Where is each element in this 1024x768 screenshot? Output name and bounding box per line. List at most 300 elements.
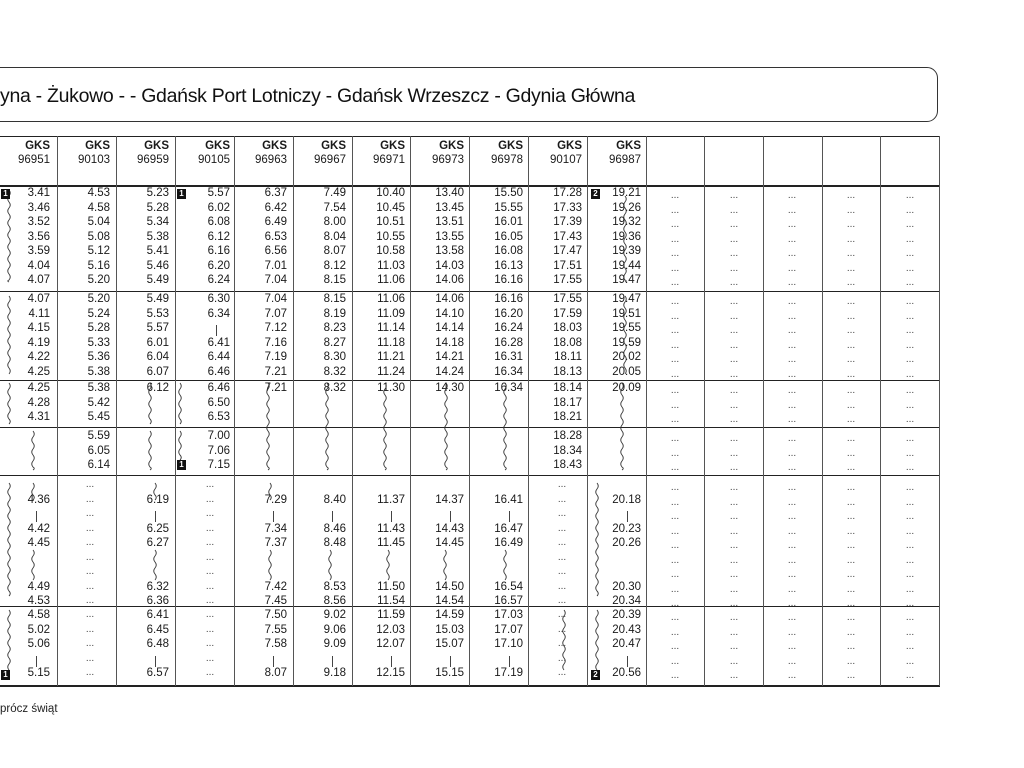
departure-time: 5.15 — [27, 667, 50, 679]
departure-time: 16.13 — [494, 259, 523, 272]
empty-column-dots: ... — [670, 569, 680, 580]
departure-time: 8.12 — [323, 259, 346, 272]
departure-time: 11.09 — [377, 307, 405, 320]
empty-column-dots: ... — [905, 569, 915, 580]
departure-time: 14.24 — [435, 365, 464, 378]
no-service-dots: ... — [85, 479, 95, 490]
departure-time: 5.23 — [146, 187, 169, 199]
empty-column-dots: ... — [787, 219, 797, 230]
no-service-dots: ... — [85, 551, 95, 563]
empty-column-dots: ... — [729, 248, 739, 259]
departure-time: 5.08 — [87, 230, 110, 243]
pass-through-mark — [155, 511, 156, 522]
empty-column-dots: ... — [846, 262, 856, 274]
departure-time: 20.47 — [612, 638, 641, 650]
departure-time: 6.41 — [146, 609, 169, 621]
empty-column-dots: ... — [729, 296, 739, 307]
empty-column-dots: ... — [729, 583, 739, 595]
note-badge: 1 — [1, 189, 10, 199]
no-service-dots: ... — [85, 537, 95, 548]
departure-time: 7.07 — [264, 307, 287, 320]
departure-time: 6.08 — [207, 216, 230, 228]
pass-through-mark — [273, 511, 274, 522]
departure-time: 13.40 — [435, 187, 464, 199]
departure-time: 12.03 — [376, 623, 405, 636]
no-service-dots: ... — [557, 652, 567, 664]
departure-time: 14.54 — [435, 595, 464, 607]
departure-time: 7.49 — [323, 187, 346, 199]
train-header — [591, 139, 641, 167]
departure-time: 20.43 — [612, 623, 641, 636]
departure-time: 9.09 — [323, 638, 346, 650]
departure-time: 7.54 — [323, 201, 346, 214]
column-divider — [469, 136, 470, 686]
departure-time: 18.21 — [553, 411, 582, 423]
empty-column-dots: ... — [787, 204, 797, 216]
empty-column-dots: ... — [670, 277, 680, 288]
empty-column-dots: ... — [787, 670, 797, 681]
empty-column-dots: ... — [905, 598, 915, 609]
empty-column-dots: ... — [670, 233, 680, 245]
empty-column-dots: ... — [905, 496, 915, 508]
empty-column-dots: ... — [787, 598, 797, 609]
empty-column-dots: ... — [846, 354, 856, 365]
departure-time: 8.15 — [323, 274, 346, 286]
no-service-dots: ... — [85, 667, 95, 678]
departure-time: 4.31 — [27, 411, 50, 423]
departure-time: 14.18 — [435, 336, 464, 349]
departure-time: 5.38 — [146, 230, 169, 243]
train-number: 90107 — [550, 154, 582, 166]
empty-column-dots: ... — [729, 190, 739, 201]
train-header — [296, 139, 346, 167]
no-service-dots: ... — [85, 638, 95, 649]
empty-column-dots: ... — [787, 325, 797, 336]
no-service-dots: ... — [557, 551, 567, 563]
departure-time: 19.44 — [612, 259, 641, 272]
empty-column-dots: ... — [905, 511, 915, 522]
empty-column-dots: ... — [846, 496, 856, 508]
no-service-dots: ... — [205, 623, 215, 635]
departure-time: 8.04 — [323, 230, 346, 243]
empty-column-dots: ... — [905, 655, 915, 667]
departure-time: 6.46 — [207, 365, 230, 378]
departure-time: 20.18 — [612, 493, 641, 506]
no-service-dots: ... — [205, 508, 215, 519]
empty-column-dots: ... — [670, 641, 680, 652]
departure-time: 15.03 — [435, 623, 464, 636]
note-badge: 1 — [177, 189, 186, 199]
column-divider — [293, 136, 294, 686]
no-service-dots: ... — [85, 508, 95, 519]
departure-time: 6.32 — [146, 580, 169, 593]
departure-time: 16.41 — [494, 493, 523, 506]
departure-time: 7.00 — [207, 430, 230, 442]
departure-time: 5.16 — [87, 259, 110, 272]
no-service-dots: ... — [85, 595, 95, 606]
empty-column-dots: ... — [787, 496, 797, 508]
empty-column-dots: ... — [729, 554, 739, 566]
departure-time: 6.24 — [207, 274, 230, 286]
departure-time: 14.10 — [435, 307, 464, 320]
empty-column-dots: ... — [729, 233, 739, 245]
pass-through-mark — [391, 511, 392, 522]
departure-time: 16.57 — [494, 595, 523, 607]
empty-column-dots: ... — [729, 612, 739, 623]
train-number: 96951 — [18, 154, 50, 166]
departure-time: 7.06 — [207, 444, 230, 457]
departure-time: 13.45 — [435, 201, 464, 214]
departure-time: 8.15 — [323, 293, 346, 305]
departure-time: 18.11 — [554, 351, 582, 363]
departure-time: 8.53 — [323, 580, 346, 593]
departure-time: 5.41 — [146, 245, 169, 257]
empty-column-dots: ... — [905, 399, 915, 411]
empty-column-dots: ... — [670, 447, 680, 459]
departure-time: 17.47 — [553, 245, 582, 257]
empty-column-dots: ... — [787, 433, 797, 444]
column-divider — [587, 136, 588, 686]
departure-time: 4.25 — [27, 382, 50, 394]
empty-column-dots: ... — [846, 339, 856, 351]
departure-time: 6.49 — [264, 216, 287, 228]
empty-column-dots: ... — [846, 190, 856, 201]
departure-time: 5.45 — [87, 411, 110, 423]
empty-column-dots: ... — [670, 296, 680, 307]
departure-time: 9.06 — [323, 623, 346, 636]
departure-time: 11.06 — [377, 293, 405, 305]
departure-time: 19.55 — [612, 322, 641, 334]
departure-time: 4.45 — [27, 537, 50, 549]
empty-column-dots: ... — [846, 368, 856, 380]
empty-column-dots: ... — [670, 583, 680, 595]
departure-time: 17.43 — [553, 230, 582, 243]
departure-time: 7.55 — [264, 623, 287, 636]
empty-column-dots: ... — [846, 641, 856, 652]
departure-time: 8.32 — [323, 365, 346, 378]
departure-time: 18.14 — [553, 382, 582, 394]
carrier-code: GKS — [25, 140, 50, 152]
departure-time: 15.50 — [494, 187, 523, 199]
empty-column-dots: ... — [729, 204, 739, 216]
column-divider — [880, 136, 881, 686]
empty-column-dots: ... — [729, 525, 739, 537]
empty-column-dots: ... — [905, 641, 915, 652]
train-number: 96971 — [373, 154, 405, 166]
empty-column-dots: ... — [905, 525, 915, 537]
departure-time: 16.24 — [494, 322, 523, 334]
train-header — [180, 139, 230, 167]
empty-column-dots: ... — [905, 204, 915, 216]
empty-column-dots: ... — [787, 626, 797, 638]
departure-time: 18.28 — [553, 430, 582, 442]
train-header — [237, 139, 287, 167]
departure-time: 5.06 — [27, 638, 50, 650]
empty-column-dots: ... — [729, 655, 739, 667]
empty-column-dots: ... — [787, 385, 797, 396]
empty-column-dots: ... — [846, 670, 856, 681]
departure-time: 5.04 — [87, 216, 110, 228]
departure-time: 20.39 — [612, 609, 641, 621]
no-service-dots: ... — [85, 580, 95, 592]
empty-column-dots: ... — [846, 612, 856, 623]
departure-time: 17.33 — [553, 201, 582, 214]
departure-time: 7.34 — [264, 522, 287, 535]
departure-time: 4.19 — [27, 336, 50, 349]
departure-time: 4.49 — [27, 580, 50, 593]
departure-time: 4.58 — [27, 609, 50, 621]
departure-time: 18.43 — [553, 459, 582, 471]
carrier-code: GKS — [557, 140, 582, 152]
departure-time: 5.42 — [87, 396, 110, 409]
departure-time: 11.14 — [377, 322, 405, 334]
empty-column-dots: ... — [729, 277, 739, 288]
empty-column-dots: ... — [905, 368, 915, 380]
departure-time: 5.36 — [87, 351, 110, 363]
rule-line — [0, 685, 940, 687]
departure-time: 19.26 — [612, 201, 641, 214]
departure-time: 17.03 — [494, 609, 523, 621]
departure-time: 7.50 — [264, 609, 287, 621]
departure-time: 9.18 — [323, 667, 346, 679]
departure-time: 10.51 — [376, 216, 405, 228]
empty-column-dots: ... — [729, 641, 739, 652]
empty-column-dots: ... — [846, 433, 856, 444]
empty-column-dots: ... — [729, 262, 739, 274]
column-divider — [528, 136, 529, 686]
empty-column-dots: ... — [670, 554, 680, 566]
departure-time: 8.23 — [323, 322, 346, 334]
train-number: 90105 — [198, 154, 230, 166]
empty-column-dots: ... — [905, 219, 915, 230]
departure-time: 14.21 — [435, 351, 464, 363]
departure-time: 16.34 — [494, 365, 523, 378]
departure-time: 5.12 — [87, 245, 110, 257]
empty-column-dots: ... — [905, 262, 915, 274]
empty-column-dots: ... — [905, 296, 915, 307]
empty-column-dots: ... — [670, 190, 680, 201]
departure-time: 5.34 — [146, 216, 169, 228]
empty-column-dots: ... — [670, 462, 680, 473]
departure-time: 5.28 — [146, 201, 169, 214]
departure-time: 8.40 — [323, 493, 346, 506]
no-service-dots: ... — [205, 595, 215, 606]
departure-time: 15.15 — [435, 667, 464, 679]
train-header — [532, 139, 582, 167]
empty-column-dots: ... — [846, 233, 856, 245]
empty-column-dots: ... — [670, 385, 680, 396]
departure-time: 6.27 — [146, 537, 169, 549]
departure-time: 16.34 — [494, 382, 523, 394]
departure-time: 7.12 — [264, 322, 287, 334]
empty-column-dots: ... — [846, 399, 856, 411]
no-service-dots: ... — [205, 638, 215, 649]
departure-time: 7.45 — [264, 595, 287, 607]
departure-time: 18.13 — [553, 365, 582, 378]
empty-column-dots: ... — [787, 462, 797, 473]
departure-time: 5.33 — [87, 336, 110, 349]
departure-time: 17.55 — [553, 274, 582, 286]
departure-time: 6.14 — [87, 459, 110, 471]
pass-through-mark — [509, 511, 510, 522]
departure-time: 8.07 — [264, 667, 287, 679]
empty-column-dots: ... — [905, 233, 915, 245]
route-divergence-line — [0, 0, 1, 1]
departure-time: 6.02 — [207, 201, 230, 214]
departure-time: 16.54 — [494, 580, 523, 593]
no-service-dots: ... — [557, 623, 567, 635]
departure-time: 12.15 — [376, 667, 405, 679]
empty-column-dots: ... — [729, 511, 739, 522]
no-service-dots: ... — [205, 566, 215, 577]
empty-column-dots: ... — [846, 554, 856, 566]
departure-time: 6.34 — [207, 307, 230, 320]
departure-time: 8.27 — [323, 336, 346, 349]
empty-column-dots: ... — [905, 310, 915, 322]
no-service-dots: ... — [557, 493, 567, 505]
departure-time: 16.28 — [494, 336, 523, 349]
departure-time: 13.51 — [435, 216, 464, 228]
no-service-dots: ... — [205, 652, 215, 664]
empty-column-dots: ... — [670, 511, 680, 522]
empty-column-dots: ... — [729, 670, 739, 681]
train-number: 96967 — [314, 154, 346, 166]
departure-time: 4.04 — [27, 259, 50, 272]
column-divider — [822, 136, 823, 686]
no-service-dots: ... — [557, 522, 567, 534]
empty-column-dots: ... — [905, 612, 915, 623]
departure-time: 5.49 — [146, 293, 169, 305]
departure-time: 4.53 — [87, 187, 110, 199]
departure-time: 7.01 — [264, 259, 287, 272]
departure-time: 8.32 — [323, 382, 346, 394]
no-service-dots: ... — [205, 580, 215, 592]
departure-time: 19.39 — [612, 245, 641, 257]
empty-column-dots: ... — [905, 277, 915, 288]
no-service-dots: ... — [85, 609, 95, 620]
departure-time: 7.37 — [264, 537, 287, 549]
departure-time: 8.19 — [323, 307, 346, 320]
departure-time: 13.58 — [435, 245, 464, 257]
empty-column-dots: ... — [846, 598, 856, 609]
departure-time: 8.00 — [323, 216, 346, 228]
departure-time: 16.31 — [494, 351, 523, 363]
departure-time: 10.55 — [376, 230, 405, 243]
train-header — [414, 139, 464, 167]
departure-time: 14.45 — [435, 537, 464, 549]
departure-time: 6.20 — [207, 259, 230, 272]
empty-column-dots: ... — [905, 583, 915, 595]
column-divider — [410, 136, 411, 686]
empty-column-dots: ... — [729, 447, 739, 459]
empty-column-dots: ... — [670, 496, 680, 508]
departure-time: 14.50 — [435, 580, 464, 593]
departure-time: 15.55 — [494, 201, 523, 214]
empty-column-dots: ... — [729, 385, 739, 396]
empty-column-dots: ... — [846, 248, 856, 259]
empty-column-dots: ... — [729, 414, 739, 425]
empty-column-dots: ... — [787, 354, 797, 365]
empty-column-dots: ... — [905, 190, 915, 201]
empty-column-dots: ... — [729, 482, 739, 493]
empty-column-dots: ... — [846, 583, 856, 595]
departure-time: 5.28 — [87, 322, 110, 334]
pass-through-mark — [450, 656, 451, 667]
departure-time: 6.05 — [87, 444, 110, 457]
empty-column-dots: ... — [905, 248, 915, 259]
departure-time: 8.07 — [323, 245, 346, 257]
departure-time: 10.45 — [376, 201, 405, 214]
pass-through-mark — [391, 656, 392, 667]
no-service-dots: ... — [557, 580, 567, 592]
note-badge: 2 — [591, 189, 600, 199]
empty-column-dots: ... — [670, 414, 680, 425]
empty-column-dots: ... — [787, 399, 797, 411]
departure-time: 5.38 — [87, 365, 110, 378]
departure-time: 20.09 — [612, 382, 641, 394]
departure-time: 5.49 — [146, 274, 169, 286]
departure-time: 12.07 — [376, 638, 405, 650]
pass-through-mark — [627, 511, 628, 522]
departure-time: 16.20 — [494, 307, 523, 320]
empty-column-dots: ... — [729, 496, 739, 508]
pass-through-mark — [36, 656, 37, 667]
departure-time: 20.34 — [612, 595, 641, 607]
pass-through-mark — [332, 656, 333, 667]
departure-time: 9.02 — [323, 609, 346, 621]
train-header — [473, 139, 523, 167]
note-badge: 1 — [1, 670, 10, 680]
empty-column-dots: ... — [846, 310, 856, 322]
empty-column-dots: ... — [905, 540, 915, 551]
no-service-dots: ... — [557, 537, 567, 548]
no-service-dots: ... — [557, 566, 567, 577]
departure-time: 7.04 — [264, 274, 287, 286]
empty-column-dots: ... — [787, 612, 797, 623]
departure-time: 14.14 — [435, 322, 464, 334]
departure-time: 14.43 — [435, 522, 464, 535]
train-number: 90103 — [78, 154, 110, 166]
departure-time: 11.24 — [377, 365, 405, 378]
departure-time: 17.28 — [553, 187, 582, 199]
carrier-code: GKS — [380, 140, 405, 152]
departure-time: 4.15 — [27, 322, 50, 334]
departure-time: 17.07 — [494, 623, 523, 636]
no-service-dots: ... — [85, 652, 95, 664]
departure-time: 5.20 — [87, 274, 110, 286]
departure-time: 11.50 — [377, 580, 405, 593]
departure-time: 11.54 — [377, 595, 405, 607]
departure-time: 6.12 — [207, 230, 230, 243]
departure-time: 8.46 — [323, 522, 346, 535]
empty-column-dots: ... — [670, 310, 680, 322]
departure-time: 6.30 — [207, 293, 230, 305]
empty-column-dots: ... — [846, 569, 856, 580]
departure-time: 7.15 — [207, 459, 230, 471]
empty-column-dots: ... — [670, 219, 680, 230]
empty-column-dots: ... — [846, 385, 856, 396]
departure-time: 18.34 — [553, 444, 582, 457]
route-title: yna - Żukowo - - Gdańsk Port Lotniczy - Gdańsk Wrzeszcz - Gdynia Główna — [0, 85, 636, 107]
departure-time: 14.37 — [435, 493, 464, 506]
departure-time: 11.18 — [377, 336, 405, 349]
empty-column-dots: ... — [670, 670, 680, 681]
column-divider — [234, 136, 235, 686]
departure-time: 16.08 — [494, 245, 523, 257]
empty-column-dots: ... — [670, 368, 680, 380]
train-number: 96978 — [491, 154, 523, 166]
departure-time: 16.49 — [494, 537, 523, 549]
